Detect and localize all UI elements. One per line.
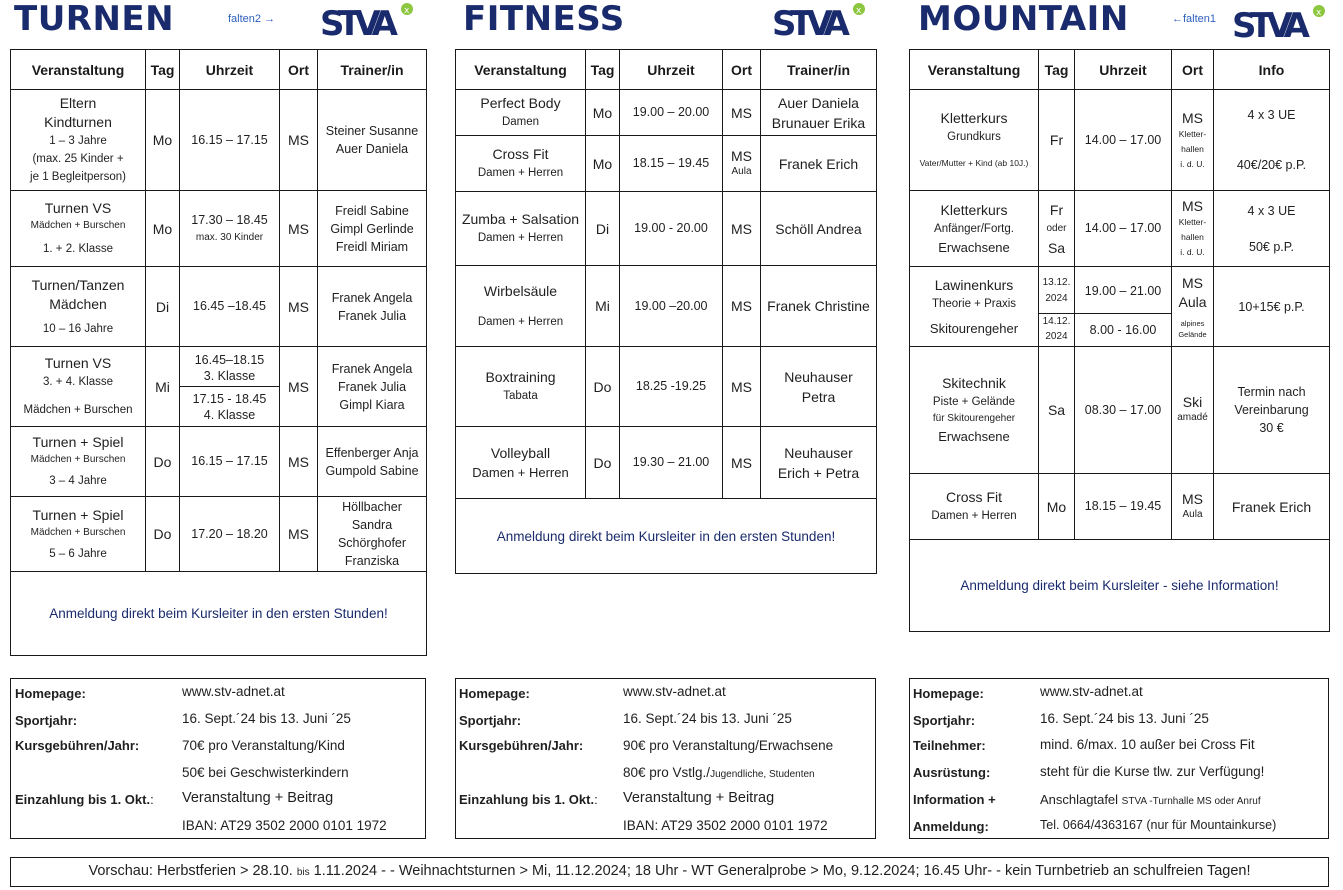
einzahlung-label: Einzahlung bis 1. Okt. (459, 792, 595, 807)
day-or: oder (1046, 222, 1067, 234)
anmeldung-note: Anmeldung direkt beim Kursleiter in den ersten Stunden! (456, 499, 877, 574)
svg-text:x: x (856, 6, 862, 16)
course-name: Eltern Kindturnen (44, 95, 112, 130)
course-sub: Mädchen + Burschen (23, 404, 133, 416)
trainer: Effenberger Anja (325, 445, 419, 460)
place: MS (1182, 109, 1203, 126)
course-sub: 1. + 2. Klasse (43, 243, 113, 255)
course-sub: Erwachsene (938, 239, 1010, 255)
place: Ski (1182, 394, 1203, 410)
stva-logo-fitness (772, 2, 866, 40)
trainer: Franek Angela (331, 290, 413, 305)
date: 2024 (1045, 330, 1068, 342)
place: MS (1182, 490, 1203, 507)
day: Do (586, 347, 620, 427)
info: Termin nach (1237, 385, 1306, 399)
day: Di (146, 267, 180, 347)
logo-text: STVA (320, 4, 398, 40)
gebuehr-value: 90€ pro Veranstaltung/Erwachsene (623, 738, 834, 753)
mountain-table (909, 49, 1330, 632)
col-uhrzeit: Uhrzeit (620, 50, 723, 90)
gebuehr-note: Jugendliche, Studenten (710, 769, 815, 780)
col-ort: Ort (723, 50, 761, 90)
info: 30 € (1259, 421, 1284, 435)
stva-logo-turnen (320, 2, 414, 40)
day: Mi (146, 347, 180, 427)
course-sub: je 1 Begleitperson) (30, 171, 126, 183)
course-sub: 3 – 4 Jahre (49, 475, 107, 487)
time: 19.00 – 21.00 (1075, 268, 1171, 314)
homepage-label: Homepage: (459, 686, 530, 701)
table-row (456, 427, 877, 499)
place: MS (280, 267, 318, 347)
time: 17.20 – 18.20 (180, 497, 280, 572)
place-sub: Aula (1182, 508, 1203, 520)
info: 50€ p.P. (1249, 239, 1294, 254)
col-tag: Tag (1039, 50, 1075, 90)
col-trainer: Trainer/in (318, 50, 427, 90)
course-sub: Mädchen + Burschen (30, 454, 126, 465)
einzahlung-value: Veranstaltung + Beitrag (623, 790, 775, 806)
time: 14.00 – 17.00 (1075, 90, 1172, 191)
trainer: Freidl Miriam (335, 239, 409, 254)
place-sub: Kletter- (1178, 128, 1207, 139)
gebuehr-value: 80€ pro Vstlg./ (623, 765, 711, 780)
place: MS (723, 427, 761, 499)
time: 17.15 - 18.45 (192, 391, 267, 406)
trainer: Franek Christine (761, 266, 877, 347)
table-row (910, 474, 1330, 540)
course-name: Cross Fit (492, 146, 549, 162)
gebuehr-label: Kursgebühren/Jahr: (459, 738, 584, 753)
table-row (910, 191, 1330, 267)
ausruestung-value: steht für die Kurse tlw. zur Verfügung! (1040, 764, 1265, 779)
iban: IBAN: AT29 3502 2000 0101 1972 (623, 818, 828, 833)
anmeldung-note: Anmeldung direkt beim Kursleiter in den ersten Stunden! (11, 572, 427, 656)
ausruestung-label: Ausrüstung: (913, 765, 991, 780)
gebuehr-value: 50€ bei Geschwisterkindern (182, 765, 349, 780)
col-veranstaltung: Veranstaltung (456, 50, 586, 90)
fitness-table (455, 49, 877, 574)
time: 17.30 – 18.45 (191, 213, 268, 227)
table-row (456, 192, 877, 266)
course-sub: 10 – 16 Jahre (42, 322, 114, 335)
trainer: Neuhauser (784, 444, 853, 461)
trainer: Gumpold Sabine (325, 463, 419, 478)
trainer: Brunauer Erika (771, 114, 866, 131)
course-name-line2: Mädchen (49, 295, 107, 312)
course-sub: Damen + Herren (931, 510, 1017, 522)
falten1-link[interactable]: ←falten1 (1172, 13, 1217, 25)
information-value: Anschlagtafel (1040, 792, 1122, 807)
gebuehr-label: Kursgebühren/Jahr: (15, 738, 140, 753)
place-sub: amadé (1177, 412, 1208, 423)
table-row (910, 347, 1330, 474)
table-row (456, 266, 877, 347)
time: 16.45–18.15 (194, 352, 265, 367)
time-note: 3. Klasse (203, 368, 256, 383)
info: Vereinbarung (1234, 403, 1309, 417)
course-name: Lawinenkurs (934, 276, 1014, 293)
trainer: Steiner Susanne (325, 124, 419, 138)
day: Do (586, 427, 620, 499)
day: Mo (146, 90, 180, 191)
trainer: Erich + Petra (777, 464, 860, 481)
time: 8.00 - 16.00 (1089, 322, 1157, 337)
table-row (11, 347, 427, 427)
col-tag: Tag (586, 50, 620, 90)
place: MS (280, 191, 318, 267)
course-sub: für Skitourengeher (932, 413, 1016, 424)
place: MS (723, 347, 761, 427)
anmeldung-label: Anmeldung: (913, 819, 989, 834)
trainer: Gimpl Gerlinde (330, 221, 414, 236)
turnen-title: TURNEN (14, 0, 175, 39)
trainer: Franek Angela (331, 361, 413, 376)
course-name: Perfect Body (480, 95, 561, 111)
homepage-link[interactable]: www.stv-adnet.at (1040, 684, 1143, 699)
info: 4 x 3 UE (1247, 203, 1296, 218)
time: 18.25 -19.25 (620, 347, 723, 427)
fitness-title: FITNESS (463, 0, 625, 39)
stva-logo-mountain (1232, 4, 1326, 42)
day: Mi (586, 266, 620, 347)
trainer: Gimpl Kiara (339, 397, 405, 412)
time: 19.30 – 21.00 (620, 427, 723, 499)
time: 16.45 –18.45 (180, 267, 280, 347)
col-veranstaltung: Veranstaltung (11, 50, 146, 90)
course-name: Kletterkurs (940, 201, 1008, 218)
course-sub: Tabata (503, 390, 538, 402)
day: Fr (1039, 90, 1075, 191)
table-header (456, 50, 877, 90)
fitness-info-box (455, 678, 876, 839)
einzahlung-value: Veranstaltung + Beitrag (182, 790, 334, 806)
course-sub: Grundkurs (947, 131, 1001, 143)
course-sub: Mädchen + Burschen (30, 526, 126, 538)
place-sub: i. d. U. (1180, 158, 1205, 169)
day: Fr (1049, 201, 1064, 218)
course-name: Turnen/Tanzen (31, 276, 125, 293)
time: 14.00 – 17.00 (1075, 191, 1172, 267)
table-row (456, 499, 877, 574)
place: MS (731, 147, 752, 164)
course-sub: Anfänger/Fortg. (934, 222, 1014, 235)
trainer: Neuhauser (784, 368, 853, 385)
course-sub: (max. 25 Kinder + (32, 153, 124, 165)
place-sub: i. d. U. (1180, 247, 1205, 257)
time: 19.00 - 20.00 (620, 192, 723, 266)
day: Do (146, 497, 180, 572)
time: 16.15 – 17.15 (180, 90, 280, 191)
time-note: 4. Klasse (203, 407, 256, 422)
course-name: Turnen + Spiel (32, 434, 124, 450)
course-name: Skitechnik (942, 375, 1006, 391)
course-sub: 3. + 4. Klasse (43, 376, 113, 388)
trainer: Höllbacher (342, 500, 402, 514)
table-row (11, 572, 427, 656)
day: Mo (1039, 474, 1075, 540)
trainer: Schörghofer (337, 536, 407, 550)
place: MS (280, 90, 318, 191)
table-row (11, 191, 427, 267)
day: Mo (586, 136, 620, 192)
table-row (456, 90, 877, 136)
place: MS (280, 497, 318, 572)
table-row (456, 347, 877, 427)
info: Franek Erich (1214, 474, 1330, 540)
day: Do (146, 427, 180, 497)
course-sub: Damen + Herren (477, 167, 564, 179)
falten2-link[interactable]: falten2 → (228, 13, 276, 25)
sportjahr-value: 16. Sept.´24 bis 13. Juni ´25 (623, 711, 792, 726)
course-name: Kletterkurs (940, 110, 1008, 126)
course-name: Zumba + Salsation (461, 211, 580, 227)
table-row (910, 267, 1330, 347)
time: 19.00 –20.00 (620, 266, 723, 347)
sportjahr-value: 16. Sept.´24 bis 13. Juni ´25 (1040, 711, 1209, 726)
time: 19.00 – 20.00 (620, 90, 723, 136)
svg-text:x: x (1316, 8, 1322, 18)
course-sub: Piste + Gelände (932, 396, 1016, 408)
sportjahr-value: 16. Sept.´24 bis 13. Juni ´25 (182, 711, 351, 726)
trainer: Franek Erich (761, 136, 877, 192)
teilnehmer-label: Teilnehmer: (913, 738, 986, 753)
logo-text: STVA (772, 4, 850, 40)
footer-text: 1.11.2024 - - Weihnachtsturnen > Mi, 11.12.2024; 18 Uhr - WT Generalprobe > Mo, 9.12.2024; 16.45 Uhr- - kein Turnbetrieb an schulfreien Tagen! (309, 863, 1251, 879)
place-sub: hallen (1181, 143, 1204, 154)
table-row (456, 136, 877, 192)
place: MS (723, 90, 761, 136)
course-sub: Theorie + Praxis (931, 297, 1017, 310)
course-sub: 1 – 3 Jahre (49, 135, 107, 147)
mountain-info-box (909, 678, 1329, 839)
turnen-info-box (10, 678, 426, 839)
course-sub: Damen (501, 116, 540, 128)
course-sub: Damen + Herren (472, 464, 569, 480)
place: MS (280, 347, 318, 427)
mountain-title: MOUNTAIN (918, 0, 1129, 39)
place: Aula (1178, 293, 1207, 310)
gebuehr-value: 70€ pro Veranstaltung/Kind (182, 738, 345, 753)
einzahlung-colon: : (150, 792, 154, 807)
homepage-link[interactable]: www.stv-adnet.at (623, 684, 726, 699)
trainer: Petra (801, 388, 836, 405)
day: Sa (1047, 239, 1066, 256)
time-note: max. 30 Kinder (195, 232, 264, 243)
table-header (910, 50, 1330, 90)
place: MS (723, 266, 761, 347)
logo-text: STVA (1232, 6, 1310, 42)
col-veranstaltung: Veranstaltung (910, 50, 1039, 90)
col-uhrzeit: Uhrzeit (1075, 50, 1172, 90)
anmeldung-note: Anmeldung direkt beim Kursleiter - siehe Information! (910, 540, 1330, 632)
info: 40€/20€ p.P. (1236, 158, 1307, 172)
trainer: Franek Julia (337, 379, 407, 394)
info: 10+15€ p.P. (1214, 267, 1330, 347)
table-header (11, 50, 427, 90)
place: MS (1182, 198, 1203, 214)
homepage-link[interactable]: www.stv-adnet.at (182, 684, 285, 699)
col-uhrzeit: Uhrzeit (180, 50, 280, 90)
time: 18.15 – 19.45 (1075, 474, 1172, 540)
course-name: Boxtraining (485, 369, 556, 385)
table-row (11, 90, 427, 191)
footer-text: Vorschau: Herbstferien > 28.10. (88, 863, 297, 879)
course-sub: Damen + Herren (477, 232, 564, 244)
time: 16.15 – 17.15 (180, 427, 280, 497)
place: MS (1182, 274, 1203, 291)
course-name: Cross Fit (946, 489, 1002, 505)
iban: IBAN: AT29 3502 2000 0101 1972 (182, 818, 387, 833)
trainer: Schöll Andrea (761, 192, 877, 266)
course-sub: Skitourengeher (929, 320, 1019, 336)
course-name: Turnen + Spiel (32, 506, 124, 523)
col-trainer: Trainer/in (761, 50, 877, 90)
date: 14.12. (1042, 315, 1071, 327)
turnen-table (10, 49, 427, 656)
sportjahr-label: Sportjahr: (913, 713, 976, 728)
place-sub: alpines (1180, 318, 1205, 328)
information-note: STVA -Turnhalle MS oder Anruf (1121, 796, 1261, 807)
information-label: Information + (913, 792, 996, 807)
trainer: Franek Julia (337, 308, 407, 323)
info: 4 x 3 UE (1247, 108, 1296, 122)
day: Mo (586, 90, 620, 136)
time: 08.30 – 17.00 (1075, 347, 1172, 474)
svg-text:x: x (404, 6, 410, 16)
trainer: Auer Daniela (778, 94, 859, 111)
trainer: Franziska (344, 554, 400, 568)
anmeldung-phone: Tel. 0664/4363167 (nur für Mountainkurse) (1040, 818, 1277, 832)
course-name: Wirbelsäule (483, 282, 558, 299)
einzahlung-label: Einzahlung bis 1. Okt. (15, 792, 151, 807)
sportjahr-label: Sportjahr: (15, 713, 78, 728)
course-name: Volleyball (490, 444, 551, 461)
table-row (910, 540, 1330, 632)
place-sub: Gelände (1178, 329, 1207, 339)
col-tag: Tag (146, 50, 180, 90)
course-sub: Vater/Mutter + Kind (ab 10J.) (919, 158, 1029, 168)
date: 13.12. (1042, 276, 1071, 288)
course-sub: 5 – 6 Jahre (49, 547, 107, 560)
place: MS (280, 427, 318, 497)
trainer: Auer Daniela (335, 142, 409, 156)
course-name: Turnen VS (44, 200, 112, 216)
place-sub: Kletter- (1178, 217, 1207, 227)
place-sub: hallen (1181, 232, 1204, 242)
table-row (11, 497, 427, 572)
course-sub: Damen + Herren (477, 315, 564, 328)
course-sub: Erwachsene (938, 429, 1010, 444)
sportjahr-label: Sportjahr: (459, 713, 522, 728)
time: 18.15 – 19.45 (620, 136, 723, 192)
trainer: Freidl Sabine (335, 203, 409, 218)
einzahlung-colon: : (594, 792, 598, 807)
table-row (11, 427, 427, 497)
footer-bis: bis (296, 867, 310, 878)
table-row (11, 267, 427, 347)
date: 2024 (1045, 292, 1068, 304)
homepage-label: Homepage: (15, 686, 86, 701)
course-name: Turnen VS (44, 355, 112, 371)
day: Sa (1039, 347, 1075, 474)
day: Di (586, 192, 620, 266)
col-info: Info (1214, 50, 1330, 90)
teilnehmer-value: mind. 6/max. 10 außer bei Cross Fit (1040, 737, 1255, 752)
col-ort: Ort (1172, 50, 1214, 90)
day: Mo (146, 191, 180, 267)
course-sub: Mädchen + Burschen (30, 220, 126, 231)
table-row (910, 90, 1330, 191)
place-sub: Aula (731, 165, 752, 177)
place: MS (723, 192, 761, 266)
col-ort: Ort (280, 50, 318, 90)
homepage-label: Homepage: (913, 686, 984, 701)
footer-preview (10, 857, 1329, 887)
trainer: Sandra (351, 518, 393, 532)
